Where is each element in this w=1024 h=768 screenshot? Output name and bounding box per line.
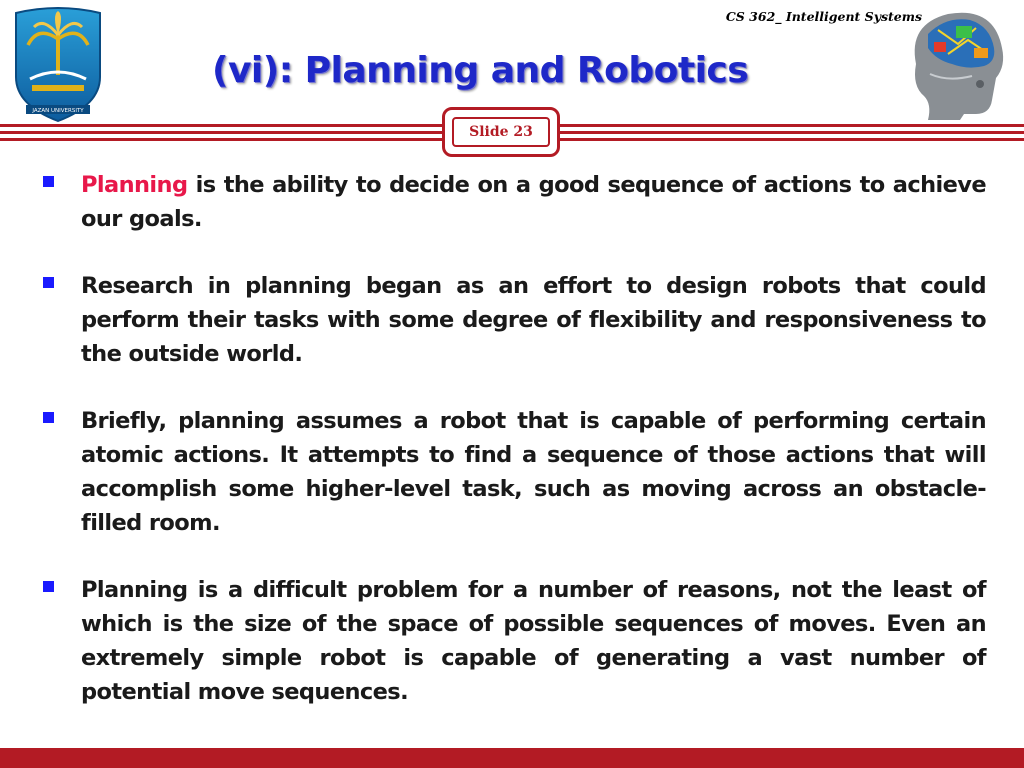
bullet-body: Research in planning began as an effort to design robots that could perform their tasks with some degree of flexibility and responsiveness to the outside world. — [81, 273, 986, 367]
square-bullet-icon — [43, 277, 54, 288]
bullet-item — [40, 269, 986, 371]
bullet-text — [81, 269, 986, 371]
footer-bar — [0, 748, 1024, 768]
brain-head-image — [898, 4, 1010, 122]
slide-title: (vi): Planning and Robotics — [212, 50, 749, 91]
bullet-text — [81, 573, 986, 709]
square-bullet-icon — [43, 176, 54, 187]
course-label: CS 362_ Intelligent Systems — [725, 9, 922, 24]
bullet-keyword: Planning — [81, 172, 188, 198]
bullet-item — [40, 168, 986, 236]
bullet-text — [81, 404, 986, 540]
square-bullet-icon — [43, 412, 54, 423]
bullet-item — [40, 404, 986, 540]
bullet-item — [40, 573, 986, 709]
slide-number-label: Slide 23 — [452, 117, 550, 147]
slide-number-badge — [442, 107, 560, 157]
bullet-text — [81, 168, 986, 236]
bullet-body: is the ability to decide on a good sequence of actions to achieve our goals. — [81, 172, 986, 232]
logo-text: JAZAN UNIVERSITY — [32, 108, 84, 114]
bullet-body: Planning is a difficult problem for a number of reasons, not the least of which is the size of the space of possible sequences of moves. Even an extremely simple robot is capable of generating a vast number of potential move sequences. — [81, 577, 986, 705]
university-logo — [8, 5, 108, 125]
bullet-list — [40, 168, 986, 742]
bullet-body: Briefly, planning assumes a robot that is capable of performing certain atomic actions. It attempts to find a sequence of those actions that will accomplish some higher-level task, such as moving across an obstacle-filled room. — [81, 408, 986, 536]
square-bullet-icon — [43, 581, 54, 592]
